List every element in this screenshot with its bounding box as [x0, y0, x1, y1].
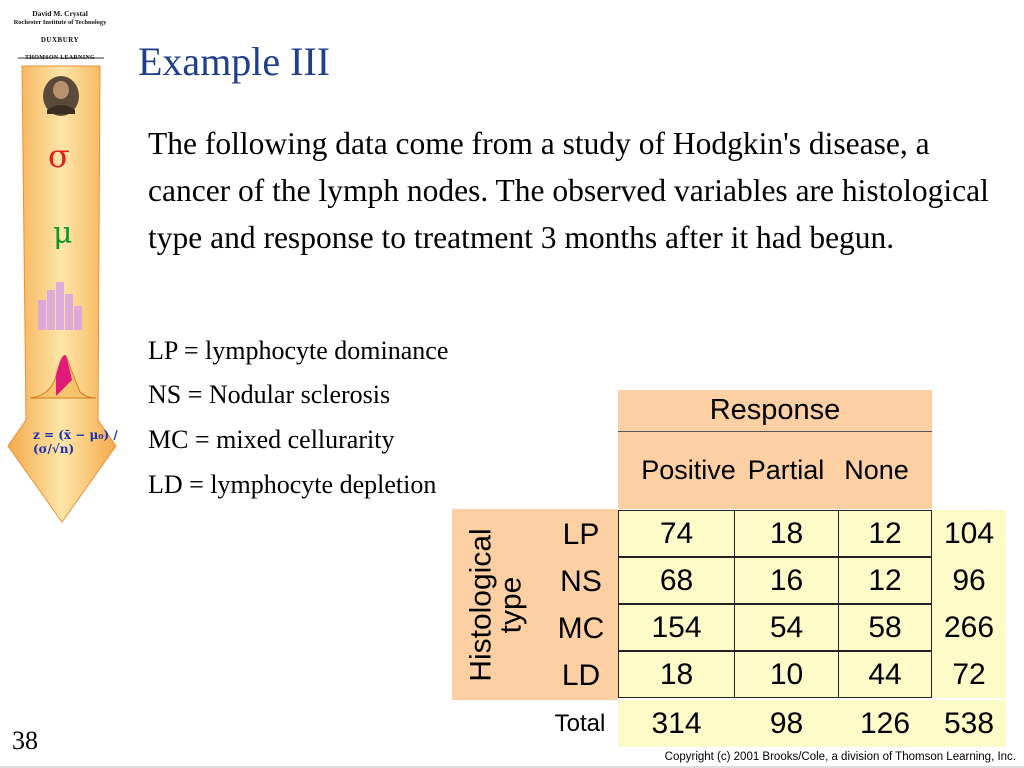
histological-type-label: Histological type	[465, 527, 528, 682]
row-label-ns: NS	[560, 564, 602, 598]
column-header-positive: Positive	[641, 455, 736, 485]
cell-mc-partial: 54	[734, 604, 839, 651]
abbreviation-lp: LP = lymphocyte dominance	[148, 336, 449, 365]
cell-lp-none: 12	[838, 510, 932, 557]
ribbon-graphic	[0, 0, 125, 768]
z-formula: z = (x̄ − μ₀) / (σ/√n)	[33, 428, 118, 456]
page-number: 38	[12, 726, 38, 755]
copyright-notice: Copyright (c) 2001 Brooks/Cole, a division of Thomson Learning, Inc.	[664, 751, 1016, 763]
cell-ld-partial: 10	[734, 651, 839, 698]
mu-symbol: μ	[53, 216, 73, 251]
cell-mc-none: 58	[838, 604, 932, 651]
row-total-lp: 104	[932, 510, 1006, 557]
column-total-partial: 98	[734, 700, 839, 747]
total-label: Total	[554, 709, 606, 737]
response-columns	[618, 432, 932, 509]
row-group-label	[452, 509, 542, 700]
cell-lp-positive: 74	[618, 510, 735, 557]
response-header: Response	[618, 390, 932, 432]
grand-total: 538	[932, 700, 1006, 747]
row-total-ld: 72	[932, 651, 1006, 698]
row-label-ld: LD	[561, 658, 601, 692]
cell-ns-none: 12	[838, 557, 932, 604]
sidebar-publisher-2: THOMSON LEARNING	[25, 55, 95, 61]
sidebar-institute: Rochester Institute of Technology	[13, 19, 107, 26]
cell-ld-none: 44	[838, 651, 932, 698]
column-total-none: 126	[838, 700, 932, 747]
sidebar-author: David M. Crystal	[32, 9, 88, 18]
slide-title: Example III	[138, 39, 331, 84]
row-total-mc: 266	[932, 604, 1006, 651]
portrait-icon	[43, 76, 79, 116]
sidebar-publisher-1: DUXBURY	[40, 36, 80, 44]
abbreviation-mc: MC = mixed cellurarity	[148, 425, 395, 454]
cell-mc-positive: 154	[618, 604, 735, 651]
column-header-partial: Partial	[747, 455, 825, 485]
sidebar-ribbon	[0, 0, 125, 768]
row-total-ns: 96	[932, 557, 1006, 604]
row-label-lp: LP	[562, 517, 600, 551]
intro-paragraph: The following data come from a study of Hodgkin's disease, a cancer of the lymph nodes. The observed variables are histological type and response to treatment 3 months after it had begun.	[148, 126, 989, 255]
column-total-positive: 314	[618, 700, 735, 747]
row-label-mc: MC	[557, 611, 605, 645]
sigma-symbol: σ	[48, 137, 70, 175]
cell-ns-partial: 16	[734, 557, 839, 604]
cell-ld-positive: 18	[618, 651, 735, 698]
cell-lp-partial: 18	[734, 510, 839, 557]
abbreviation-ns: NS = Nodular sclerosis	[148, 380, 391, 409]
column-header-none: None	[844, 455, 909, 485]
cell-ns-positive: 68	[618, 557, 735, 604]
abbreviation-ld: LD = lymphocyte depletion	[148, 470, 437, 499]
